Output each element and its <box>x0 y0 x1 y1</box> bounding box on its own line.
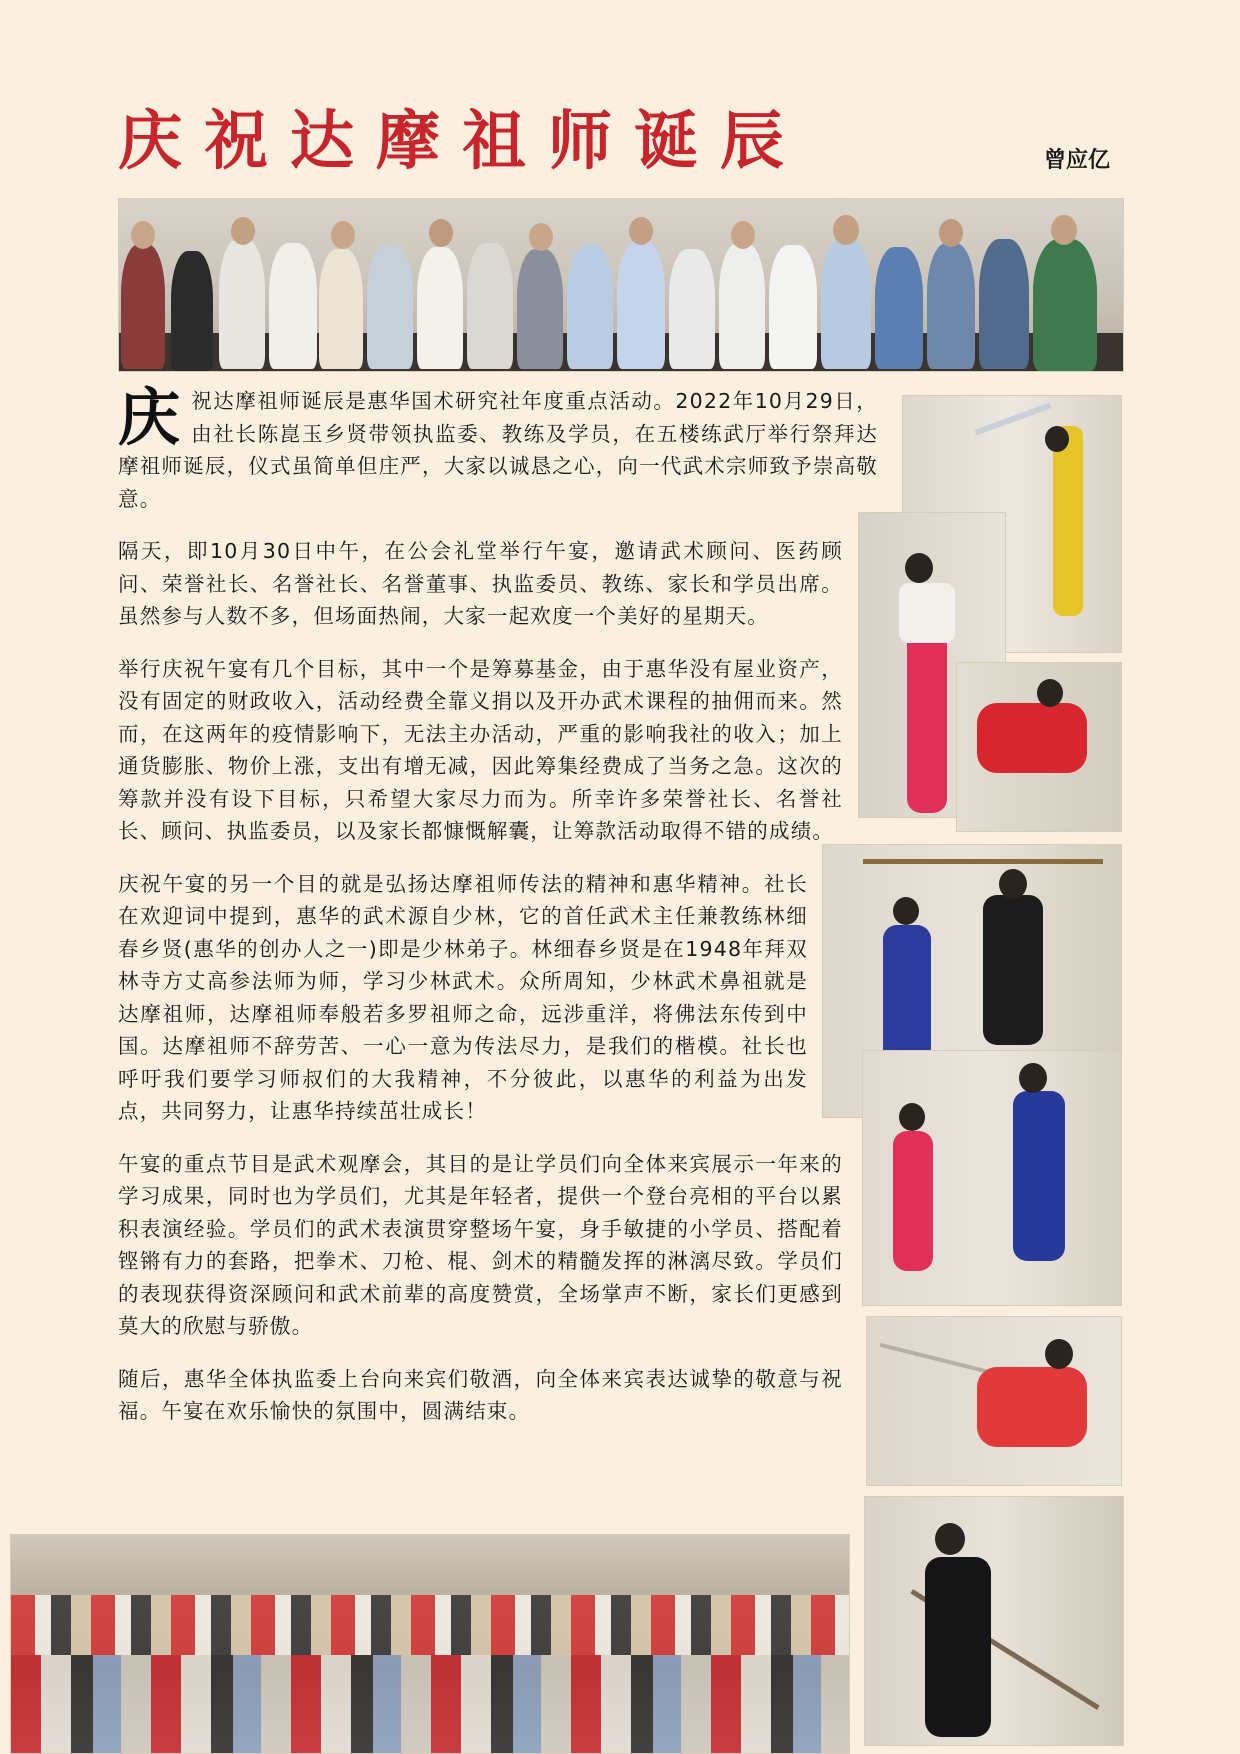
boys-jumping-photo <box>862 1050 1122 1306</box>
paragraph-3: 举行庆祝午宴有几个目标，其中一个是筹募基金，由于惠华没有屋业资产，没有固定的财政收入，活动经费全靠义捐以及开办武术课程的抽佣而来。然而，在这两年的疫情影响下，无法主办活动，严重的影响我社的收入；加上通货膨胀、物价上涨，支出有增无减，因此筹集经费成了当务之急。这次的筹款并没有设下目标，只希望大家尽力而为。所幸许多荣誉社长、名誉社长、顾问、执监委员，以及家长都慷慨解囊，让筹款活动取得不错的成绩。 <box>118 656 843 843</box>
paragraph-4: 庆祝午宴的另一个目的就是弘扬达摩祖师传法的精神和惠华精神。社长在欢迎词中提到，惠华的武术源自少林，它的首任武术主任兼教练林细春乡贤(惠华的创办人之一)即是少林弟子。林细春乡贤是在1948年拜双林寺方丈高参法师为师，学习少林武术。众所周知，少林武术鼻祖就是达摩祖师，达摩祖师奉般若多罗祖师之命，远涉重洋，将佛法东传到中国。达摩祖师不辞劳苦、一心一意为传法尽力，是我们的楷模。社长也呼吁我们要学习师叔们的大我精神，不分彼此，以惠华的利益为出发点，共同努力，让惠华持续茁壮成长！ <box>118 871 808 1123</box>
author-name: 曾应亿 <box>1044 148 1111 173</box>
paragraph-5: 午宴的重点节目是武术观摩会，其目的是让学员们向全体来宾展示一年来的学习成果，同时也为学员们，尤其是年轻者，提供一个登台亮相的平台以累积表演经验。学员们的武术表演贯穿整场午宴，身手敏捷的小学员、搭配着铿锵有力的套路，把拳术、刀枪、棍、剑术的精髓发挥的淋漓尽致。学员们的表现获得资深顾问和武术前辈的高度赞赏，全场掌声不断，家长们更感到莫大的欣慰与骄傲。 <box>118 1151 843 1338</box>
article-body <box>118 381 878 1448</box>
article-title: 庆祝达摩祖师诞辰 <box>118 104 806 179</box>
banquet-hall-photo <box>10 1534 850 1754</box>
group-toast-photo <box>118 198 1124 372</box>
child-spear-lunge-photo <box>866 1316 1122 1486</box>
paragraph-1 <box>118 381 878 515</box>
drop-cap: 庆 <box>118 381 182 454</box>
paragraph-1-text: 祝达摩祖师诞辰是惠华国术研究社年度重点活动。2022年10月29日，由社长陈崑玉乡贤带领执监委、教练及学员，在五楼练武厅举行祭拜达摩祖师诞辰，仪式虽简单但庄严，大家以诚恳之心，向一代武术宗师致予崇高敬意。 <box>118 389 878 511</box>
paragraph-2: 隔天，即10月30日中午，在公会礼堂举行午宴，邀请武术顾问、医药顾问、荣誉社长、名誉社长、名誉董事、执监委员、教练、家长和学员出席。虽然参与人数不多，但场面热闹，大家一起欢度一个美好的星期天。 <box>118 539 843 628</box>
boy-black-spear-photo <box>864 1496 1124 1746</box>
child-red-stance-photo <box>956 662 1122 832</box>
paragraph-6: 随后，惠华全体执监委上台向来宾们敬酒，向全体来宾表达诚挚的敬意与祝福。午宴在欢乐愉快的氛围中，圆满结束。 <box>118 1366 843 1423</box>
